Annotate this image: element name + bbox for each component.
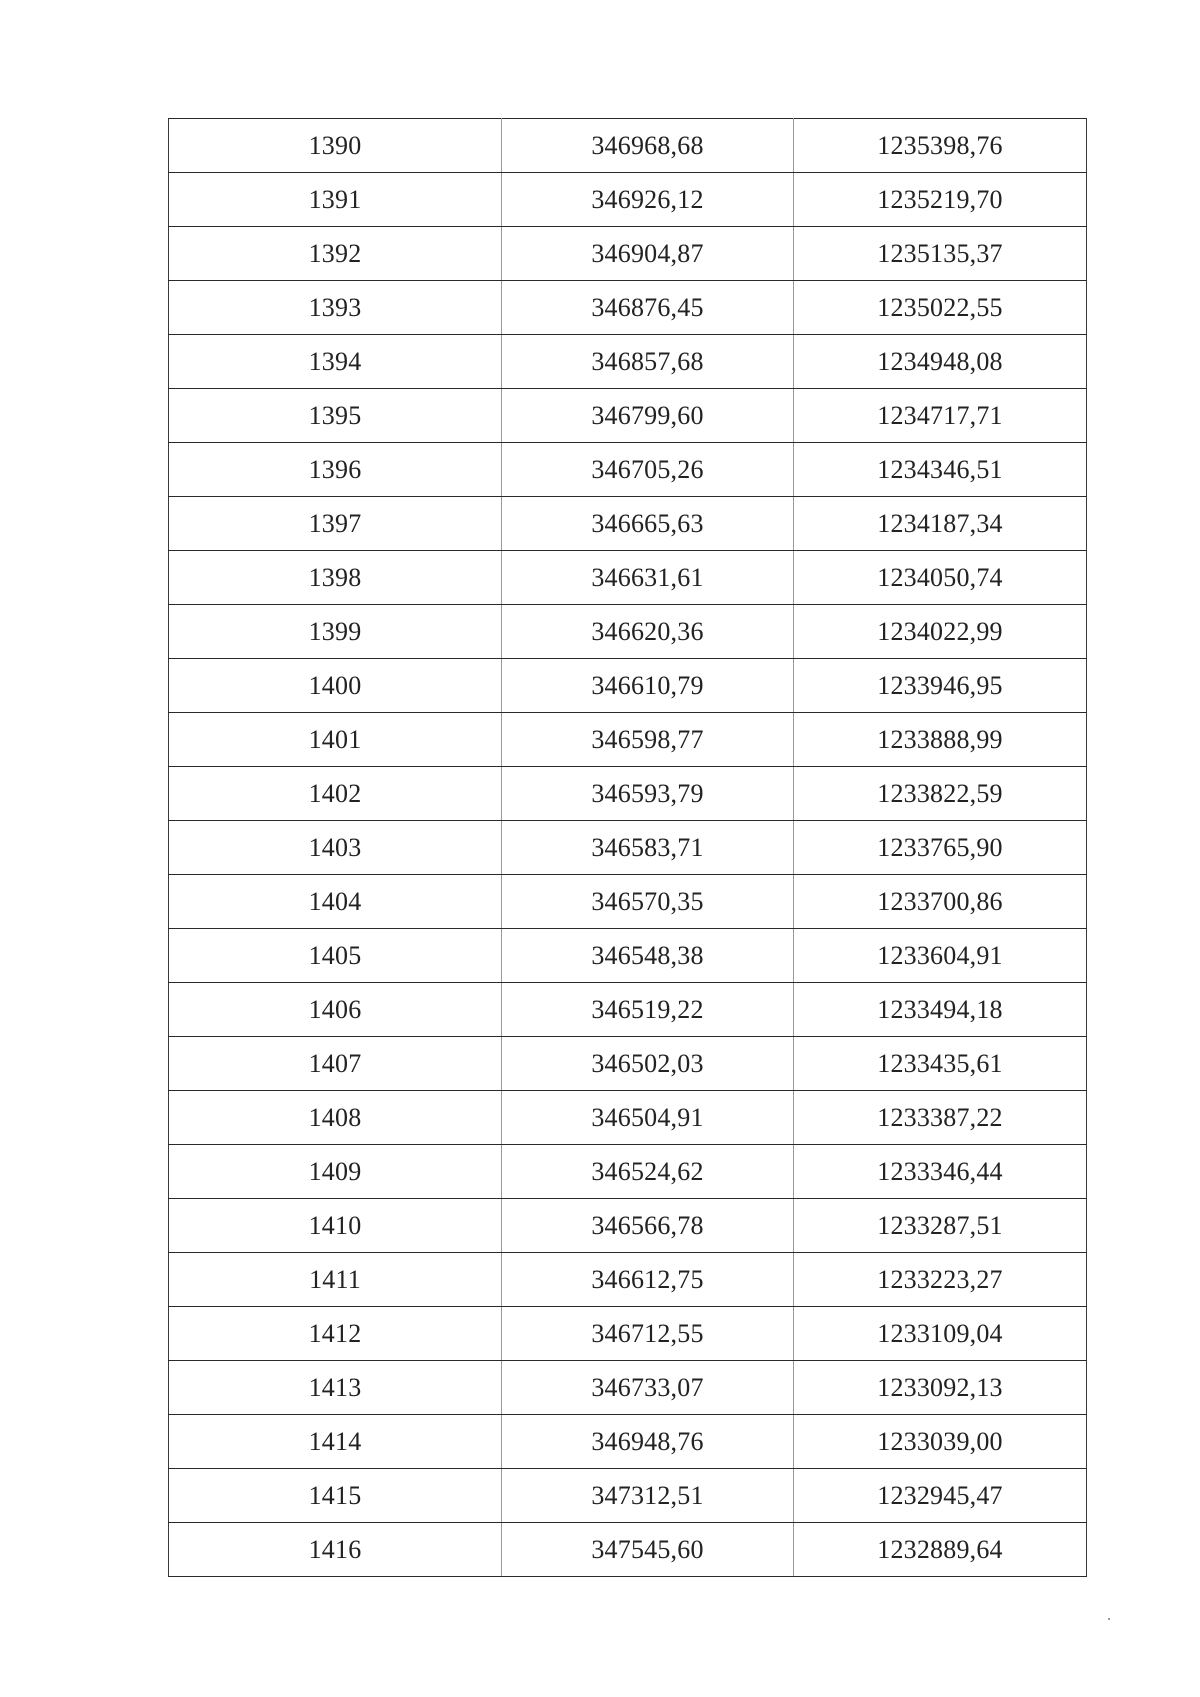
table-row	[169, 119, 1087, 173]
table-row	[169, 1091, 1087, 1145]
point-number-cell: 1410	[169, 1199, 502, 1253]
point-number-cell: 1411	[169, 1253, 502, 1307]
y-coordinate-cell: 1233765,90	[794, 821, 1087, 875]
point-number-cell: 1392	[169, 227, 502, 281]
y-coordinate-cell: 1233039,00	[794, 1415, 1087, 1469]
table-row	[169, 389, 1087, 443]
table-row	[169, 983, 1087, 1037]
y-coordinate-cell: 1233092,13	[794, 1361, 1087, 1415]
y-coordinate-cell: 1235398,76	[794, 119, 1087, 173]
coordinates-table	[168, 118, 1087, 1577]
table-row	[169, 605, 1087, 659]
point-number-cell: 1415	[169, 1469, 502, 1523]
point-number-cell: 1406	[169, 983, 502, 1037]
table-row	[169, 335, 1087, 389]
x-coordinate-cell: 346631,61	[502, 551, 794, 605]
x-coordinate-cell: 346598,77	[502, 713, 794, 767]
table-row	[169, 1199, 1087, 1253]
x-coordinate-cell: 346570,35	[502, 875, 794, 929]
point-number-cell: 1407	[169, 1037, 502, 1091]
table-row	[169, 1145, 1087, 1199]
x-coordinate-cell: 346665,63	[502, 497, 794, 551]
table-row	[169, 173, 1087, 227]
point-number-cell: 1408	[169, 1091, 502, 1145]
x-coordinate-cell: 346612,75	[502, 1253, 794, 1307]
x-coordinate-cell: 346926,12	[502, 173, 794, 227]
x-coordinate-cell: 346904,87	[502, 227, 794, 281]
y-coordinate-cell: 1234022,99	[794, 605, 1087, 659]
point-number-cell: 1397	[169, 497, 502, 551]
table-row	[169, 443, 1087, 497]
point-number-cell: 1402	[169, 767, 502, 821]
table-row	[169, 1415, 1087, 1469]
y-coordinate-cell: 1233822,59	[794, 767, 1087, 821]
table-row	[169, 1307, 1087, 1361]
point-number-cell: 1395	[169, 389, 502, 443]
table-row	[169, 1523, 1087, 1577]
table-row	[169, 659, 1087, 713]
x-coordinate-cell: 346519,22	[502, 983, 794, 1037]
x-coordinate-cell: 346593,79	[502, 767, 794, 821]
x-coordinate-cell: 346712,55	[502, 1307, 794, 1361]
table-row	[169, 1469, 1087, 1523]
x-coordinate-cell: 346504,91	[502, 1091, 794, 1145]
x-coordinate-cell: 346733,07	[502, 1361, 794, 1415]
y-coordinate-cell: 1233604,91	[794, 929, 1087, 983]
table-row	[169, 875, 1087, 929]
x-coordinate-cell: 346583,71	[502, 821, 794, 875]
y-coordinate-cell: 1233888,99	[794, 713, 1087, 767]
table-row	[169, 767, 1087, 821]
x-coordinate-cell: 346502,03	[502, 1037, 794, 1091]
table-row	[169, 497, 1087, 551]
x-coordinate-cell: 346524,62	[502, 1145, 794, 1199]
x-coordinate-cell: 346620,36	[502, 605, 794, 659]
x-coordinate-cell: 347545,60	[502, 1523, 794, 1577]
y-coordinate-cell: 1234948,08	[794, 335, 1087, 389]
x-coordinate-cell: 346857,68	[502, 335, 794, 389]
y-coordinate-cell: 1233494,18	[794, 983, 1087, 1037]
y-coordinate-cell: 1232945,47	[794, 1469, 1087, 1523]
point-number-cell: 1405	[169, 929, 502, 983]
y-coordinate-cell: 1235135,37	[794, 227, 1087, 281]
table-row	[169, 551, 1087, 605]
y-coordinate-cell: 1235219,70	[794, 173, 1087, 227]
table-row	[169, 227, 1087, 281]
y-coordinate-cell: 1234346,51	[794, 443, 1087, 497]
table-row	[169, 281, 1087, 335]
table-row	[169, 1253, 1087, 1307]
point-number-cell: 1413	[169, 1361, 502, 1415]
point-number-cell: 1390	[169, 119, 502, 173]
point-number-cell: 1400	[169, 659, 502, 713]
point-number-cell: 1412	[169, 1307, 502, 1361]
point-number-cell: 1416	[169, 1523, 502, 1577]
y-coordinate-cell: 1233109,04	[794, 1307, 1087, 1361]
y-coordinate-cell: 1235022,55	[794, 281, 1087, 335]
point-number-cell: 1414	[169, 1415, 502, 1469]
x-coordinate-cell: 346705,26	[502, 443, 794, 497]
y-coordinate-cell: 1232889,64	[794, 1523, 1087, 1577]
table-row	[169, 1361, 1087, 1415]
scan-speck	[1108, 1618, 1110, 1620]
point-number-cell: 1393	[169, 281, 502, 335]
y-coordinate-cell: 1233946,95	[794, 659, 1087, 713]
point-number-cell: 1404	[169, 875, 502, 929]
y-coordinate-cell: 1233287,51	[794, 1199, 1087, 1253]
y-coordinate-cell: 1233223,27	[794, 1253, 1087, 1307]
x-coordinate-cell: 346948,76	[502, 1415, 794, 1469]
x-coordinate-cell: 346876,45	[502, 281, 794, 335]
x-coordinate-cell: 346566,78	[502, 1199, 794, 1253]
y-coordinate-cell: 1234050,74	[794, 551, 1087, 605]
point-number-cell: 1396	[169, 443, 502, 497]
point-number-cell: 1391	[169, 173, 502, 227]
y-coordinate-cell: 1233387,22	[794, 1091, 1087, 1145]
y-coordinate-cell: 1234717,71	[794, 389, 1087, 443]
table-row	[169, 1037, 1087, 1091]
coordinates-table-body	[169, 119, 1087, 1577]
point-number-cell: 1398	[169, 551, 502, 605]
table-row	[169, 929, 1087, 983]
point-number-cell: 1403	[169, 821, 502, 875]
x-coordinate-cell: 346610,79	[502, 659, 794, 713]
x-coordinate-cell: 346968,68	[502, 119, 794, 173]
point-number-cell: 1409	[169, 1145, 502, 1199]
point-number-cell: 1399	[169, 605, 502, 659]
x-coordinate-cell: 346799,60	[502, 389, 794, 443]
y-coordinate-cell: 1234187,34	[794, 497, 1087, 551]
y-coordinate-cell: 1233346,44	[794, 1145, 1087, 1199]
y-coordinate-cell: 1233435,61	[794, 1037, 1087, 1091]
table-row	[169, 821, 1087, 875]
point-number-cell: 1394	[169, 335, 502, 389]
table-row	[169, 713, 1087, 767]
y-coordinate-cell: 1233700,86	[794, 875, 1087, 929]
x-coordinate-cell: 346548,38	[502, 929, 794, 983]
x-coordinate-cell: 347312,51	[502, 1469, 794, 1523]
point-number-cell: 1401	[169, 713, 502, 767]
